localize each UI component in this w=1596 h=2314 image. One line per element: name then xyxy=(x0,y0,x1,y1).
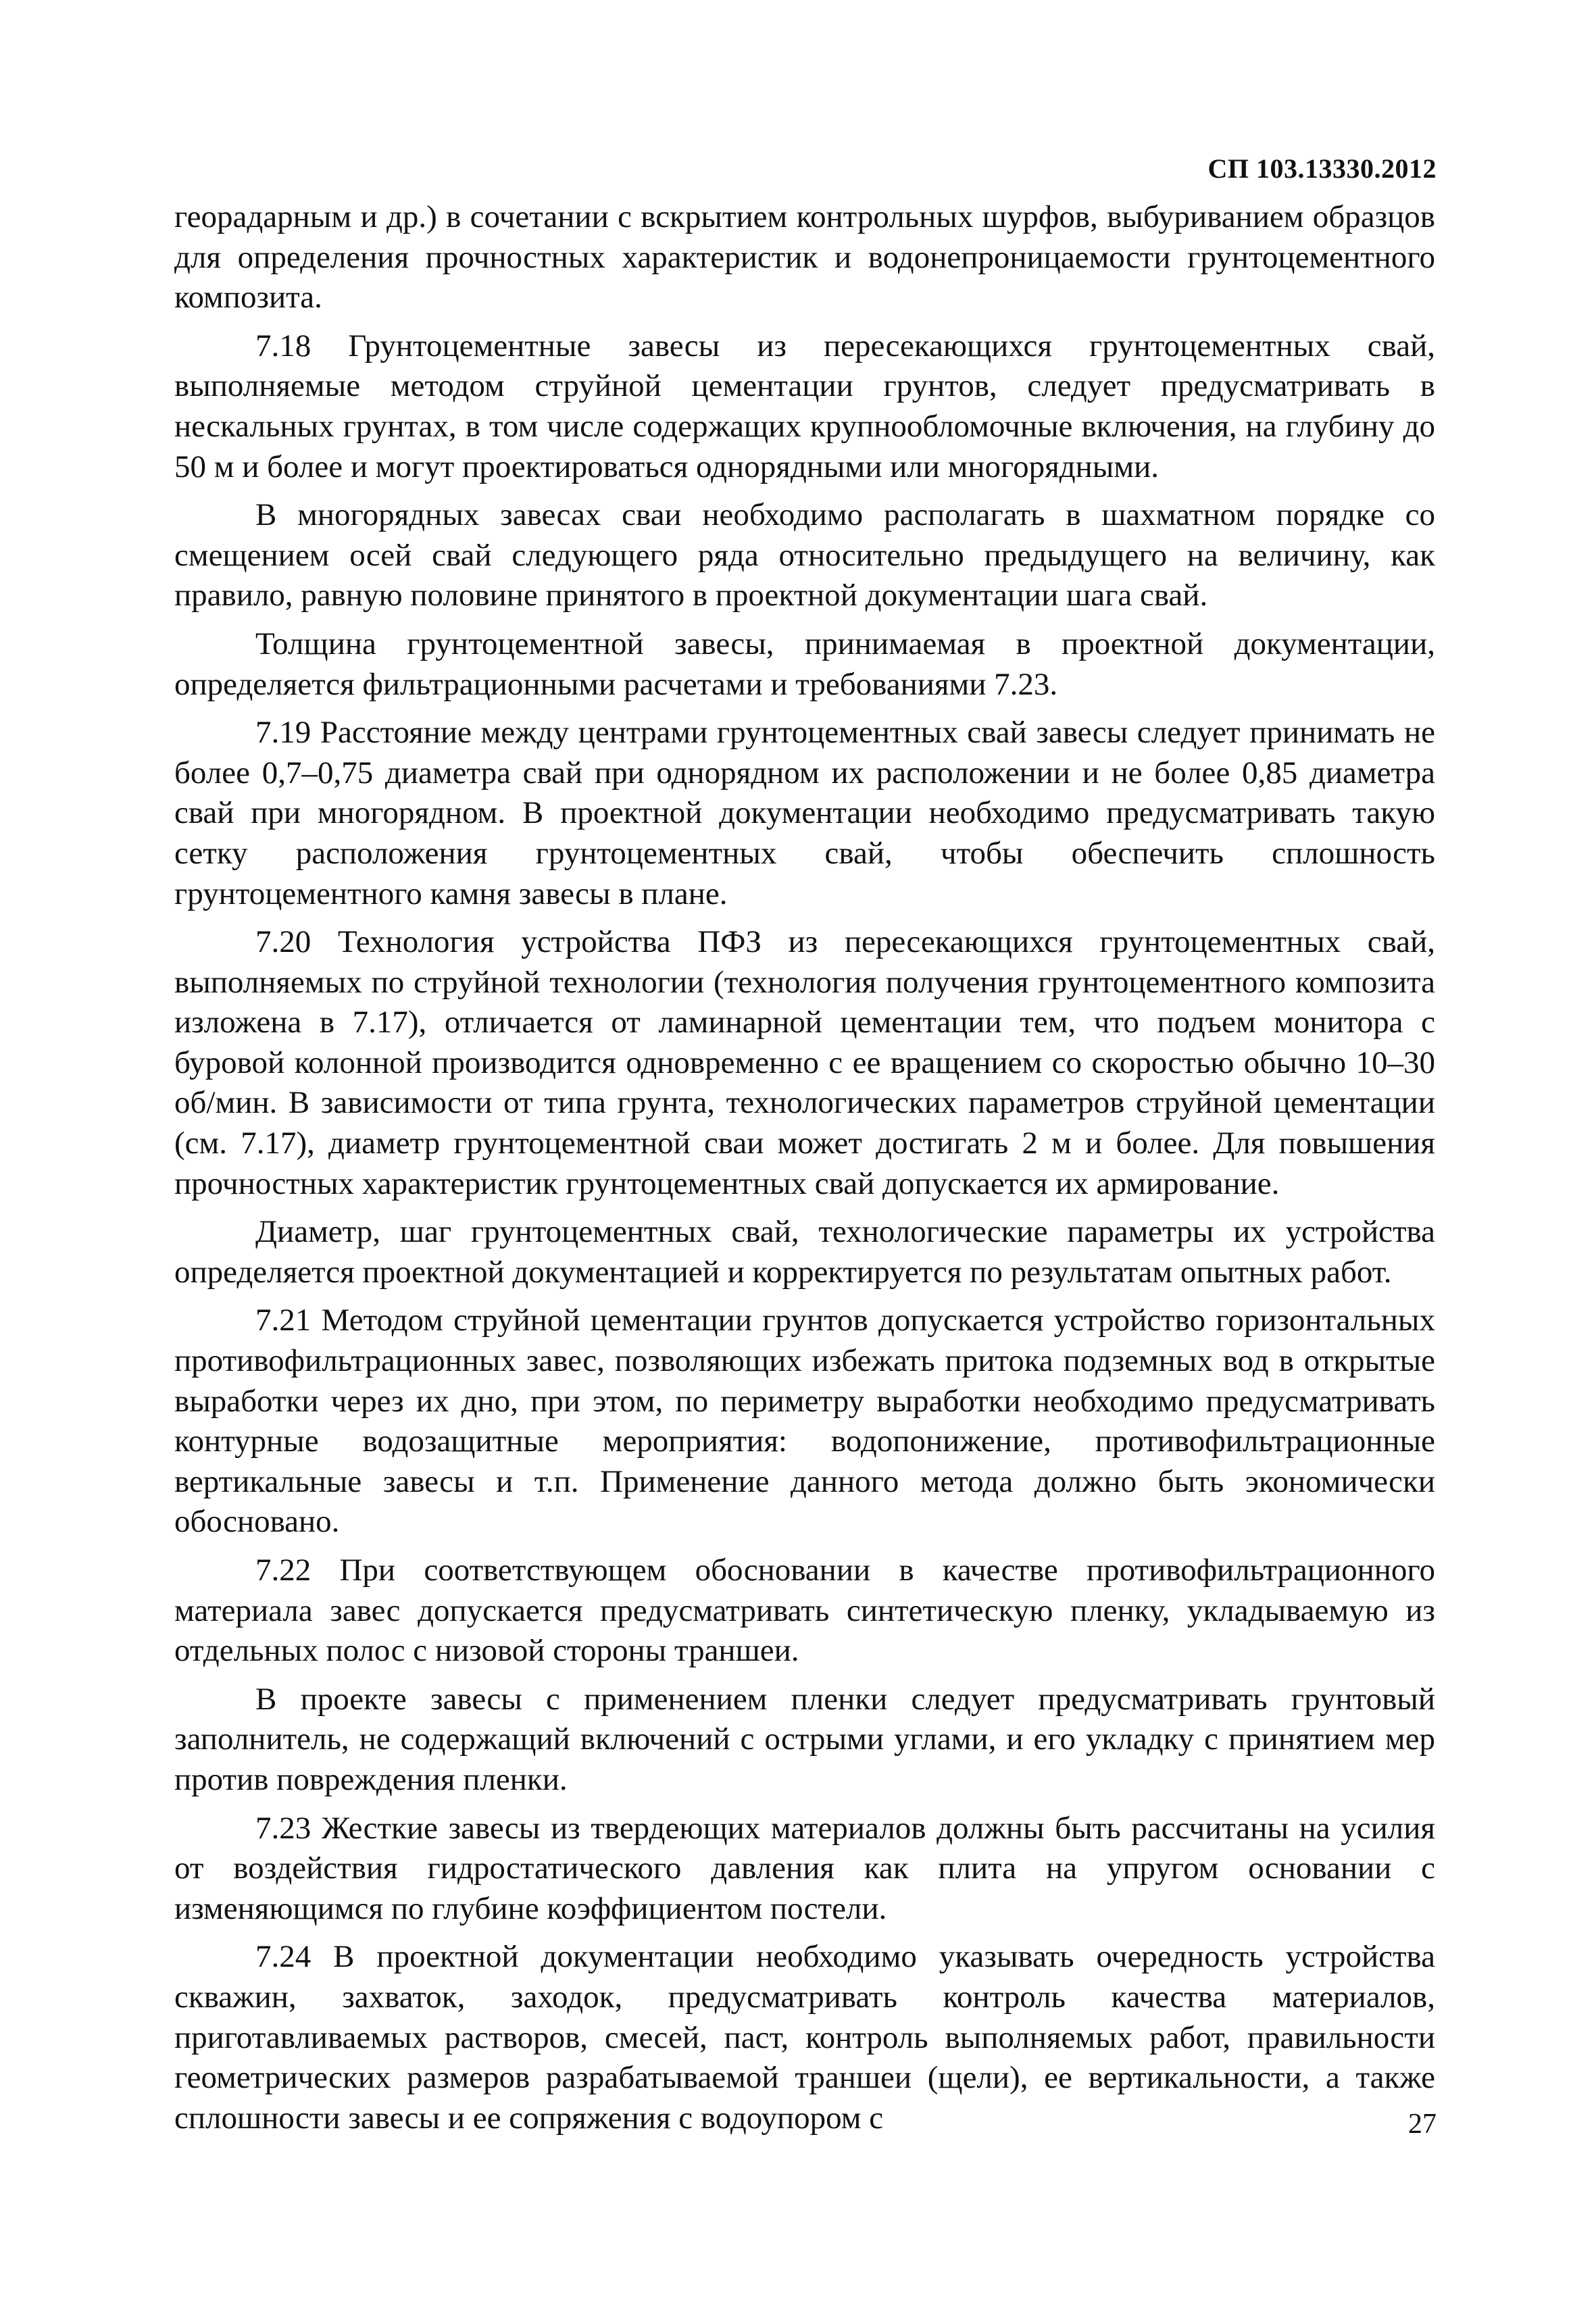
paragraph-multirow-curtains: В многорядных завесах сваи необходимо располагать в шахматном порядке со смещением осей свай следующего ряда относительно предыдущего на величину, как правило, равную половине принятого в проектной документации шага свай. xyxy=(174,497,1435,613)
paragraph-7-20: 7.20 Технология устройства ПФЗ из пересекающихся грунтоцементных свай, выполняемых по струйной технологии (технология получения грунтоцементного композита изложена в 7.17), отличается от ламинарной цементации тем, что подъем монитора с буровой колонной производится одновременно с ее вращением со скоростью обычно 10–30 об/мин. В зависимости от типа грунта, технологических параметров струйной цементации (см. 7.17), диаметр грунтоцементной сваи может достигать 2 м и более. Для повышения прочностных характеристик грунтоцементных свай допускается их армирование. xyxy=(174,924,1435,1201)
document-code-header: СП 103.13330.2012 xyxy=(1207,153,1437,184)
paragraph-7-19: 7.19 Расстояние между центрами грунтоцементных свай завесы следует принимать не более 0,7–0,75 диаметра свай при однорядном их расположении и не более 0,85 диаметра свай при многорядном. В проектной документации необходимо предусматривать такую сетку расположения грунтоцементных свай, чтобы обеспечить сплошность грунтоцементного камня завесы в плане. xyxy=(174,715,1435,911)
paragraph-7-23: 7.23 Жесткие завесы из твердеющих материалов должны быть рассчитаны на усилия от воздействия гидростатического давления как плита на упругом основании с изменяющимся по глубине коэффициентом постели. xyxy=(174,1810,1435,1926)
paragraph-7-22: 7.22 При соответствующем обосновании в качестве противофильтрационного материала завес допускается предусматривать синтетическую пленку, укладываемую из отдельных полос с низовой стороны траншеи. xyxy=(174,1553,1435,1669)
paragraph-curtain-thickness: Толщина грунтоцементной завесы, принимаемая в проектной документации, определяется фильтрационными расчетами и требованиями 7.23. xyxy=(174,626,1435,702)
paragraph-7-18: 7.18 Грунтоцементные завесы из пересекающихся грунтоцементных свай, выполняемые методом струйной цементации грунтов, следует предусматривать в нескальных грунтах, в том числе содержащих крупнообломочные включения, на глубину до 50 м и более и могут проектироваться однорядными или многорядными. xyxy=(174,328,1435,484)
paragraph-7-24: 7.24 В проектной документации необходимо указывать очередность устройства скважин, захваток, заходок, предусматривать контроль качества материалов, приготавливаемых растворов, смесей, паст, контроль выполняемых работ, правильности геометрических размеров разрабатываемой траншеи (щели), ее вертикальности, а также сплошности завесы и ее сопряжения с водоупором с xyxy=(174,1939,1435,2136)
paragraph-film-curtain: В проекте завесы с применением пленки следует предусматривать грунтовый заполнитель, не содержащий включений с острыми углами, и его укладку с принятием мер против повреждения пленки. xyxy=(174,1681,1435,1797)
page-number: 27 xyxy=(1408,2109,1437,2140)
paragraph-7-21: 7.21 Методом струйной цементации грунтов допускается устройство горизонтальных противофильтрационных завес, позволяющих избежать притока подземных вод в открытые выработки через их дно, при этом, по периметру выработки необходимо предусматривать контурные водозащитные мероприятия: водопонижение, противофильтрационные вертикальные завесы и т.п. Применение данного метода должно быть экономически обосновано. xyxy=(174,1303,1435,1540)
paragraph-pile-diameter: Диаметр, шаг грунтоцементных свай, технологические параметры их устройства определяется проектной документацией и корректируется по результатам опытных работ. xyxy=(174,1214,1435,1290)
document-body xyxy=(174,197,1435,2146)
paragraph-continuation: георадарным и др.) в сочетании с вскрытием контрольных шурфов, выбуриванием образцов для определения прочностных характеристик и водонепроницаемости грунтоцементного композита. xyxy=(174,199,1435,316)
